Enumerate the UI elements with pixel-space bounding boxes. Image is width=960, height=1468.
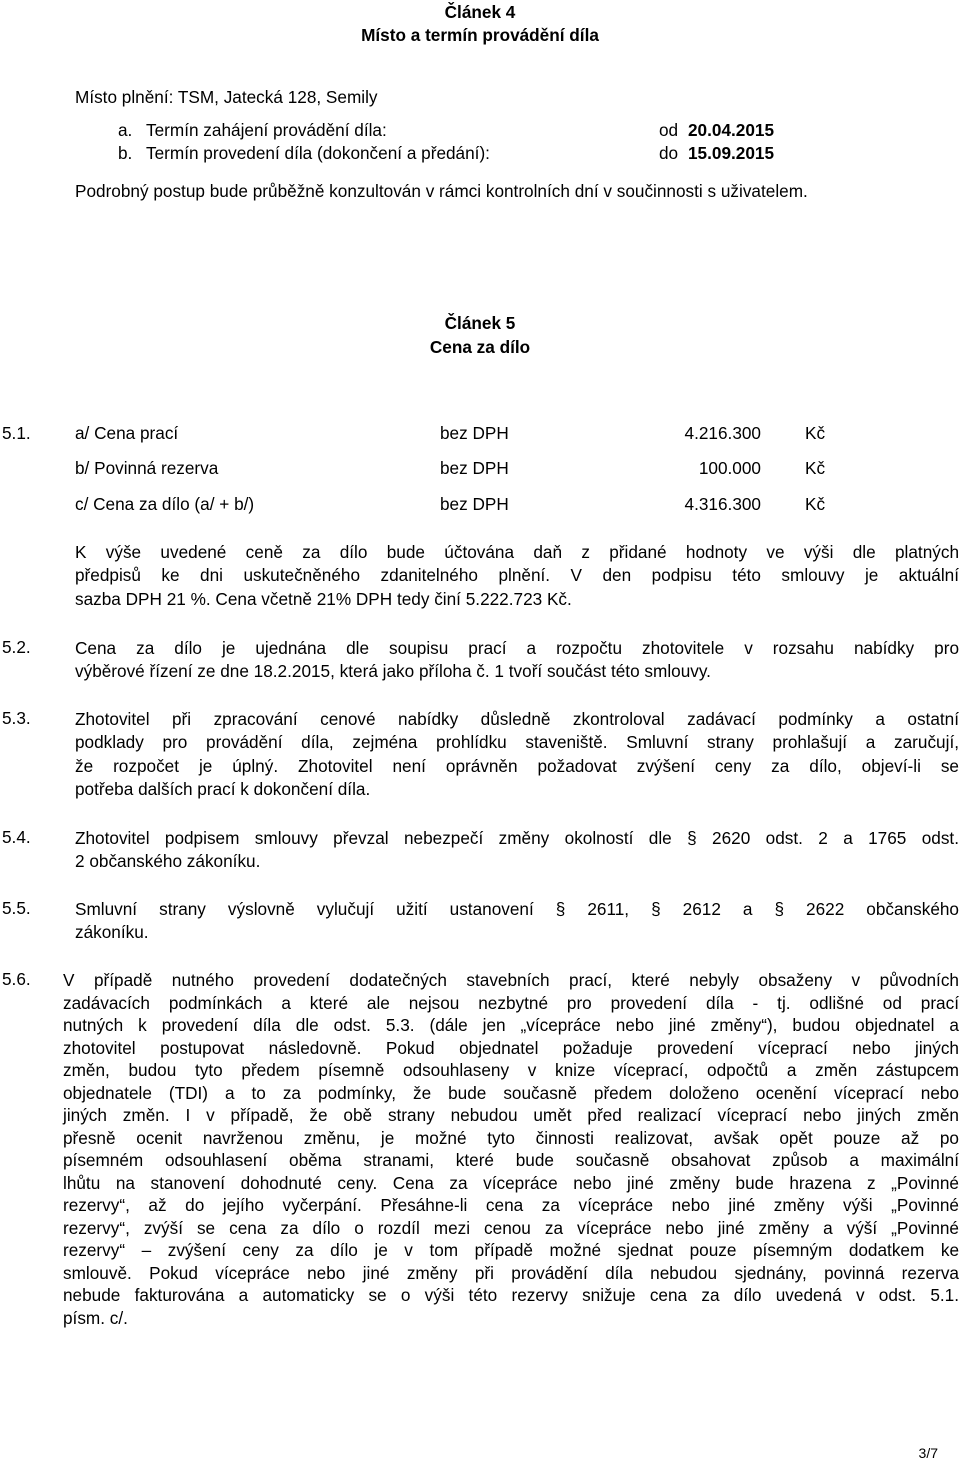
price-row-currency: Kč [805,423,826,443]
date-item-marker: a. [118,120,133,140]
paragraph-line: rezervy“, zvýší se cena za dílo o rozdíl mezi cenou za vícepráce nebo jiné změny a výší „Povinné [63,1217,959,1238]
date-item-value: 20.04.2015 [688,120,775,140]
paragraph-line: podklady pro provádění díla, zejména prohlídku staveniště. Smluvní strany prohlašují a zaručují, [75,732,959,753]
paragraph-line: smlouvě. Pokud vícepráce nebo jiné změny při provádění díla nebudou sjednány, povinná rezerva [63,1262,959,1283]
price-row-label: c/ Cena za dílo (a/ + b/) [75,494,255,514]
paragraph-line: Smluvní strany výslovně vylučují užití ustanovení § 2611, § 2612 a § 2622 občanského [75,899,959,919]
clause-number: 5.4. [2,827,31,847]
price-row-amount: 4.316.300 [684,494,761,514]
page-number: 3/7 [918,1445,938,1461]
clause-text [75,827,959,874]
paragraph-line: Zhotovitel při zpracování cenové nabídky důsledně zkontroloval zadávací podmínky a ostatní [75,709,959,729]
clause-number: 5.5. [2,898,31,918]
clause-number: 5.2. [2,637,31,657]
date-item-label: Termín provedení díla (dokončení a předání): [146,143,490,163]
clause-number: 5.6. [2,969,31,989]
paragraph-line: rezervy“ – zvýšení ceny za dílo je v tom případě možné sjednat pouze písemným dodatkem ke [63,1240,959,1260]
price-row-currency: Kč [805,494,826,514]
clause-text [75,708,959,802]
paragraph-line: zadávacích podmínkách a které ale nejsou nezbytné pro provedení díla - tj. odlišné od prací [63,992,959,1013]
paragraph-line: V případě nutného provedení dodatečných stavebních prací, které nebyly obsaženy v původních [63,970,959,990]
date-item-marker: b. [118,143,133,163]
paragraph-line: K výše uvedené ceně za dílo bude účtována daň z přidané hodnoty ve výši dle platných [75,542,959,562]
paragraph-line: objednatele (TDI) a to za podmínky, že bude současně předem doloženo ocenění víceprací nebo [63,1082,959,1103]
paragraph-line: zhotovitel postupovat následovně. Pokud objednatel požaduje provedení víceprací nebo jiných [63,1037,959,1058]
vat-paragraph [75,541,959,611]
paragraph-line: přesně ocenit navrženou změnu, je možné tyto činnosti realizovat, avšak opět pouze až po [63,1127,959,1148]
paragraph-line: jiných změn. I v případě, že obě strany nebudou umět před realizací víceprací nebo jiných změn [63,1105,959,1125]
article4-title: Článek 4 [444,2,516,22]
paragraph-line: nebude fakturována a automaticky se o výši této rezervy snižuje cena za dílo uvedená v odst. 5.1. [63,1285,959,1305]
paragraph-line: lhůtu na stanovení dohodnuté ceny. Cena za vícepráce nebo jiné změny bude hrazena z „Povinné [63,1172,959,1193]
paragraph-line: nutných k provedení díla dle odst. 5.3. (dále jen „vícepráce nebo jiné změny“), budou objednatel a [63,1015,959,1035]
paragraph-line: sazba DPH 21 %. Cena včetně 21% DPH tedy činí 5.222.723 Kč. [75,588,572,609]
paragraph-line: 2 občanského zákoníku. [75,851,261,872]
date-item-prefix: do [659,143,679,163]
paragraph-line: změn, budou tyto předem písemně odsouhlaseny v knize víceprací, odpočtů a změn zástupcem [63,1060,959,1080]
price-row-amount: 4.216.300 [684,423,761,443]
paragraph-line: zákoníku. [75,922,149,943]
article5-title: Článek 5 [444,313,516,333]
paragraph-line: výběrové řízení ze dne 18.2.2015, která jako příloha č. 1 tvoří součást této smlouvy. [75,661,711,682]
consultation-note: Podrobný postup bude průběžně konzultován v rámci kontrolních dní v součinnosti s uživatelem. [75,181,808,201]
price-row-currency: Kč [805,458,826,478]
paragraph-line: rezervy“, až do jejího vyčerpání. Přesáhne-li cena za vícepráce nebo jiné změny výši „Povinné [63,1195,959,1215]
paragraph-line: Zhotovitel podpisem smlouvy převzal nebezpečí změny okolností dle § 2620 odst. 2 a 1765 odst. [75,828,959,848]
clause-number: 5.3. [2,708,31,728]
place-of-performance: Místo plnění: TSM, Jatecká 128, Semily [75,87,378,107]
price-row-label: a/ Cena prací [75,423,179,443]
paragraph-line: předpisů ke dni uskutečněného zdanitelného plnění. V den podpisu této smlouvy je aktuální [75,565,959,586]
date-item-label: Termín zahájení provádění díla: [146,120,387,140]
date-item-value: 15.09.2015 [688,143,775,163]
paragraph-line: Cena za dílo je ujednána dle soupisu prací a rozpočtu zhotovitele v rozsahu nabídky pro [75,638,959,658]
clause-56-text [63,969,959,1329]
price-row-label: b/ Povinná rezerva [75,458,219,478]
date-item-prefix: od [659,120,679,140]
price-row-vat: bez DPH [440,494,509,514]
price-row-vat: bez DPH [440,458,509,478]
clause-number: 5.1. [2,423,31,443]
paragraph-line: potřeba dalších prací k dokončení díla. [75,779,371,800]
price-row-vat: bez DPH [440,423,509,443]
paragraph-line: že rozpočet je úplný. Zhotovitel není oprávněn požadovat zvýšení ceny za dílo, objeví-li se [75,755,959,776]
article4-subtitle: Místo a termín provádění díla [361,25,599,45]
price-row-amount: 100.000 [698,458,761,478]
article5-subtitle: Cena za dílo [429,337,531,357]
paragraph-line: písemném odsouhlasení oběma stranami, které bude současně obsahovat způsob a maximální [63,1150,959,1170]
clause-text [75,898,959,945]
paragraph-line: písm. c/. [63,1307,128,1328]
clause-text [75,637,959,684]
